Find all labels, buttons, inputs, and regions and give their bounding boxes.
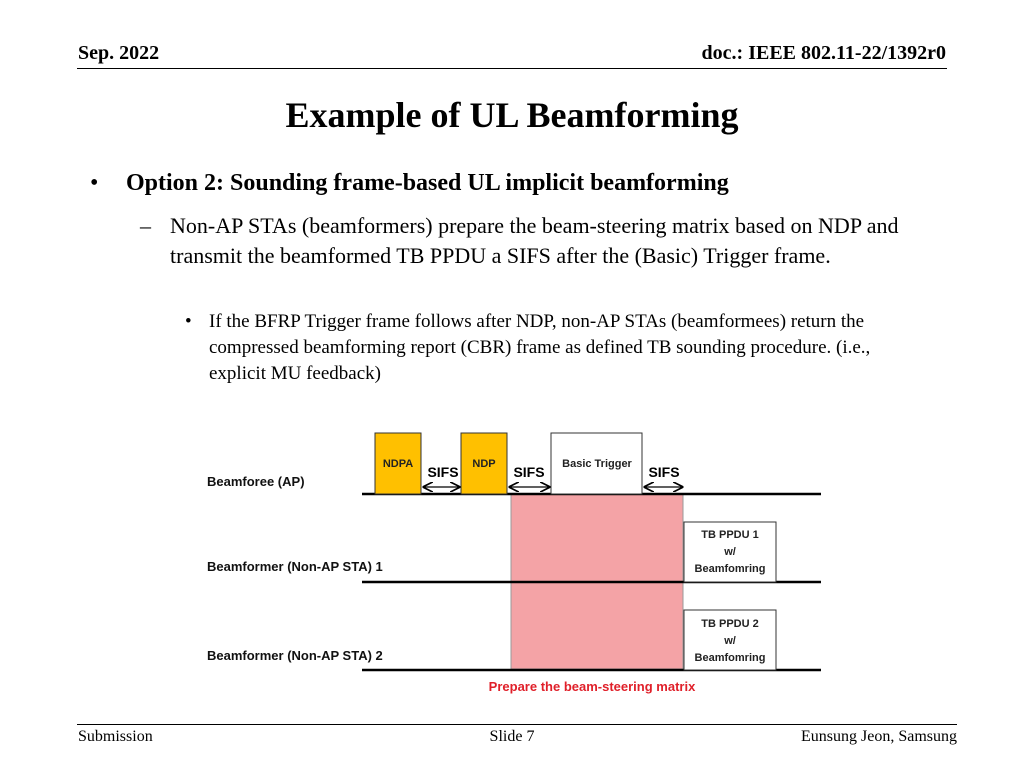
bullet-level-3-text: If the BFRP Trigger frame follows after NDP, non-AP STAs (beamformees) return the compressed beamforming report (CBR) frame as defined TB sounding procedure. (i.e., explicit MU feedback) <box>209 311 871 384</box>
prepare-label: Prepare the beam-steering matrix <box>488 679 696 694</box>
ndpa-label: NDPA <box>382 458 414 470</box>
bullet-level-1-text: Option 2: Sounding frame-based UL implicit beamforming <box>126 170 729 196</box>
footer-divider <box>77 724 957 725</box>
bullet-dot-icon: • <box>90 170 99 196</box>
basic-trigger-label: Basic Trigger <box>562 458 632 470</box>
row-label-sta1: Beamformer (Non-AP STA) 1 <box>207 559 383 574</box>
sifs-label-1: SIFS <box>427 464 459 480</box>
footer-author: Eunsung Jeon, Samsung <box>801 728 957 745</box>
dash-bullet-icon: – <box>140 213 151 238</box>
row-label-ap: Beamforee (AP) <box>207 474 305 489</box>
tb-ppdu-2-line-1: TB PPDU 2 <box>701 618 759 630</box>
tb-ppdu-1-line-1: TB PPDU 1 <box>701 529 759 541</box>
row-label-sta2: Beamformer (Non-AP STA) 2 <box>207 648 383 663</box>
ndp-label: NDP <box>472 458 496 470</box>
sifs-label-2: SIFS <box>513 464 545 480</box>
tb-ppdu-2-line-3: Beamfomring <box>694 652 766 664</box>
header-date: Sep. 2022 <box>78 42 160 64</box>
tb-ppdu-1-line-2: w/ <box>724 546 736 558</box>
footer-submission: Submission <box>78 728 153 745</box>
sifs-label-3: SIFS <box>648 464 680 480</box>
footer-slide-number: Slide 7 <box>489 728 535 745</box>
slide-title: Example of UL Beamforming <box>285 95 739 135</box>
bullet-dot-icon: • <box>185 311 192 332</box>
tb-ppdu-1-line-3: Beamfomring <box>694 563 766 575</box>
tb-ppdu-2-line-2: w/ <box>724 635 736 647</box>
header-doc-id: doc.: IEEE 802.11-22/1392r0 <box>701 42 946 64</box>
bullet-level-2-text: Non-AP STAs (beamformers) prepare the beam-steering matrix based on NDP and transmit the beamformed TB PPDU a SIFS after the (Basic) Trigger frame. <box>170 213 899 268</box>
